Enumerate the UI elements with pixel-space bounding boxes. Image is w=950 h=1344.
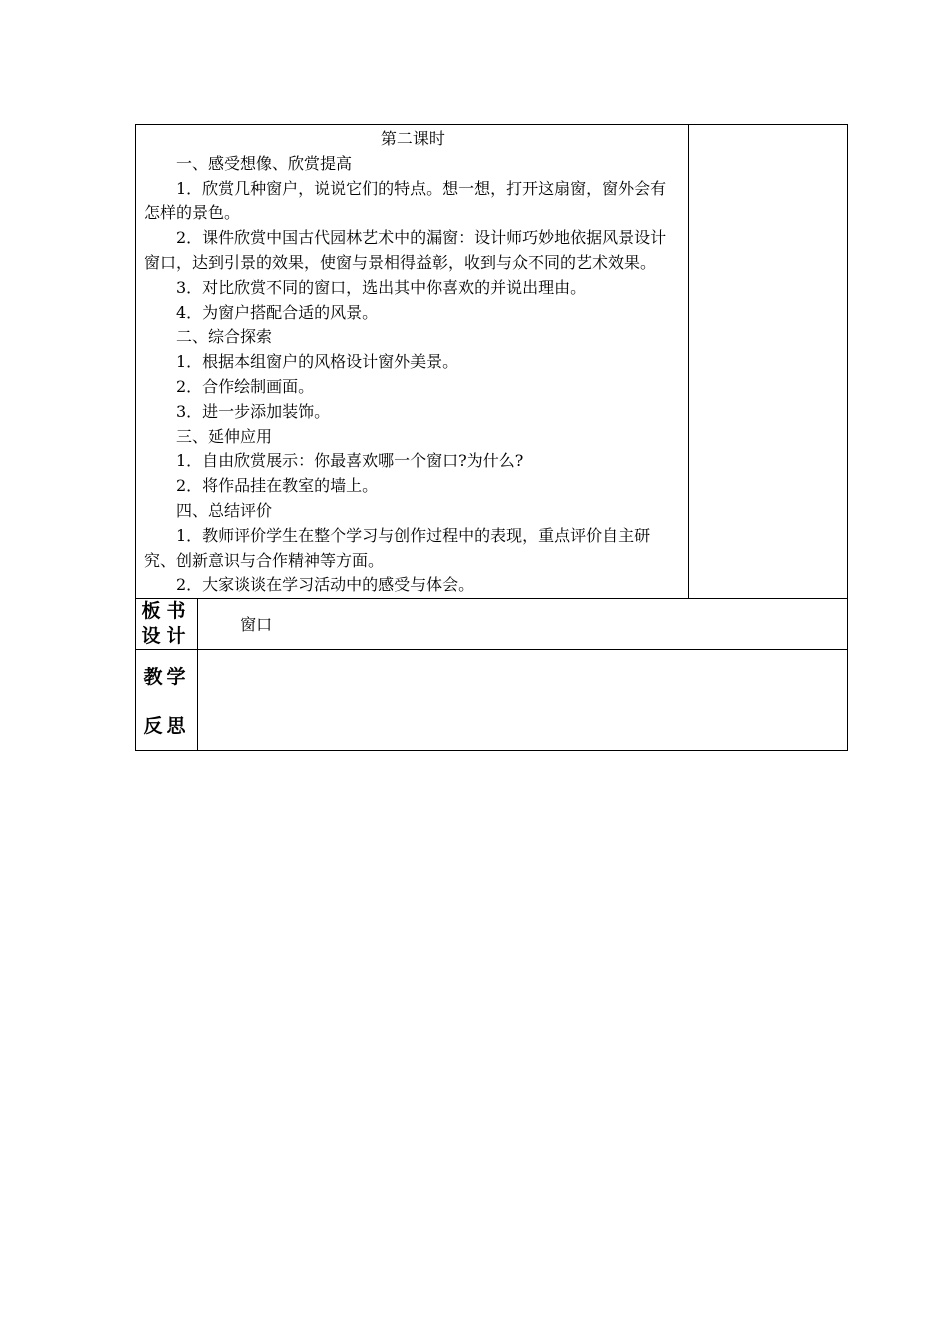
lesson-content-cell	[136, 125, 689, 599]
board-design-row	[136, 599, 848, 650]
board-design-content: 窗口	[198, 599, 848, 650]
lesson-line: 2．将作品挂在教室的墙上。	[176, 476, 379, 496]
lesson-heading: 第二课时	[380, 129, 445, 148]
lesson-line: 1．根据本组窗户的风格设计窗外美景。	[176, 352, 459, 372]
board-label-line1: 板书	[141, 600, 192, 623]
board-design-label	[136, 599, 198, 650]
lesson-line: 2．大家谈谈在学习活动中的感受与体会。	[176, 575, 475, 595]
lesson-line: 3．进一步添加装饰。	[176, 401, 331, 421]
lesson-line: 一、感受想像、欣赏提高	[176, 153, 353, 173]
lesson-content-row	[136, 125, 848, 599]
reflection-label-line1: 教学	[143, 666, 190, 689]
lesson-line: 1．教师评价学生在整个学习与创作过程中的表现，重点评价自主研究、创新意识与合作精神等方面。	[144, 525, 651, 570]
reflection-label-line2: 反思	[143, 715, 190, 738]
lesson-line: 三、延伸应用	[176, 426, 273, 446]
lesson-line: 2．合作绘制画面。	[176, 376, 315, 396]
notes-column-cell	[688, 125, 847, 599]
lesson-lines	[144, 152, 682, 598]
reflection-content	[198, 650, 848, 751]
lesson-plan-table	[135, 124, 848, 751]
lesson-line: 二、综合探索	[176, 327, 273, 347]
lesson-line: 4．为窗户搭配合适的风景。	[176, 302, 379, 322]
lesson-line: 2．课件欣赏中国古代园林艺术中的漏窗：设计师巧妙地依据风景设计窗口，达到引景的效果，使窗与景相得益彰，收到与众不同的艺术效果。	[144, 228, 667, 272]
lesson-line: 1．自由欣赏展示：你最喜欢哪一个窗口?为什么?	[176, 451, 524, 471]
reflection-row	[136, 650, 848, 751]
lesson-line: 1．欣赏几种窗户，说说它们的特点。想一想，打开这扇窗，窗外会有怎样的景色。	[144, 178, 667, 223]
lesson-line: 四、总结评价	[176, 500, 273, 520]
lesson-line: 3．对比欣赏不同的窗口，选出其中你喜欢的并说出理由。	[176, 277, 587, 297]
board-label-line2: 设计	[141, 625, 192, 648]
reflection-label	[136, 650, 198, 751]
